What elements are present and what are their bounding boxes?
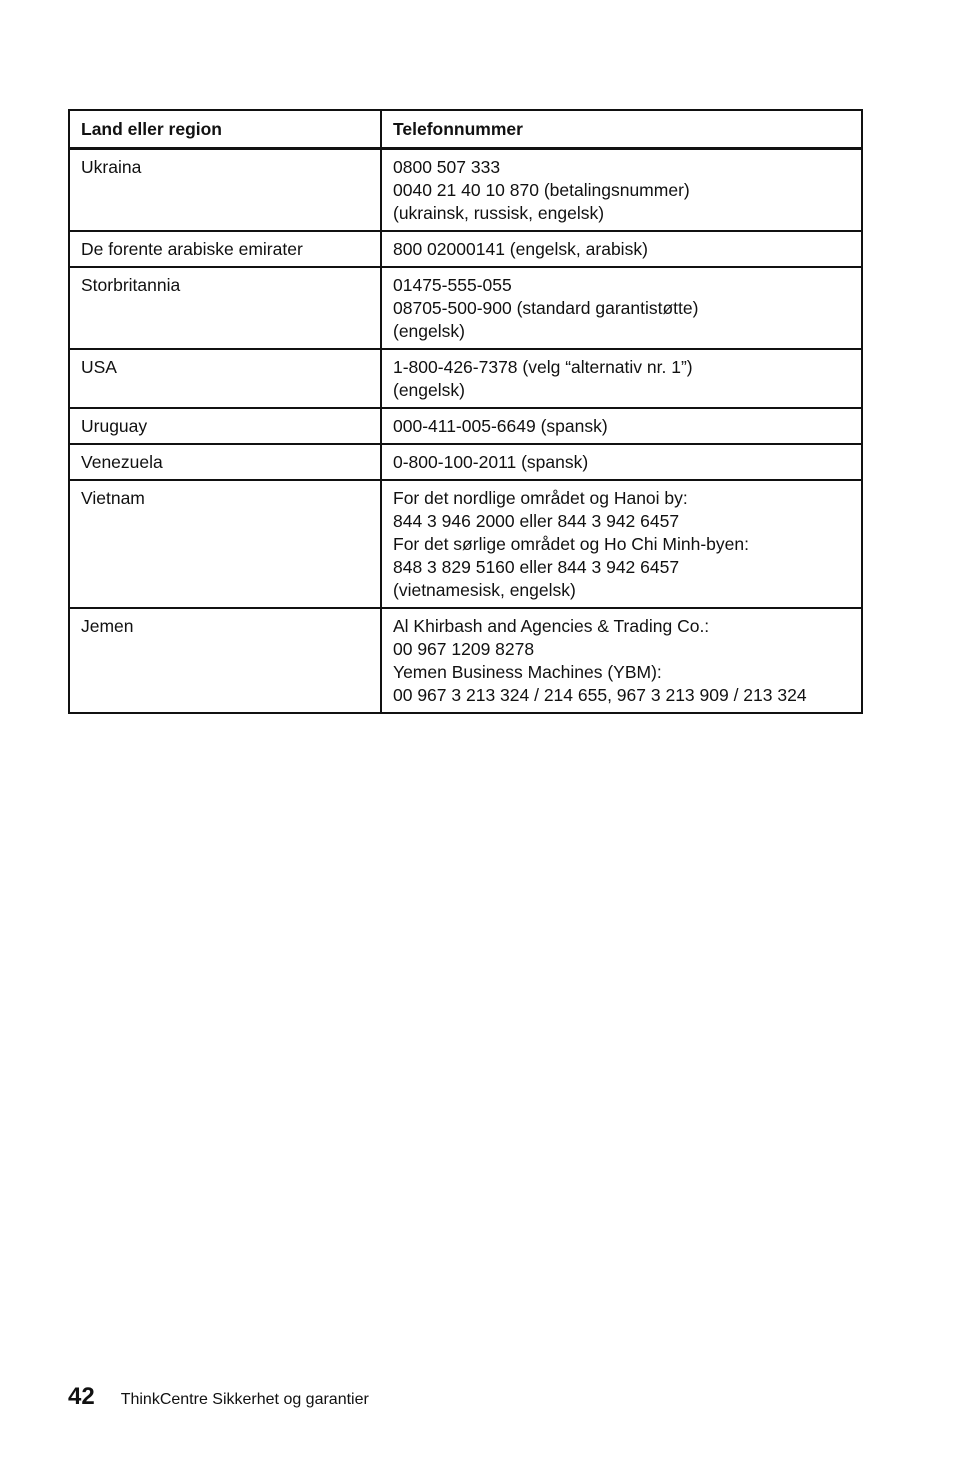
phone-line: 1-800-426-7378 (velg “alternativ nr. 1”) xyxy=(393,357,693,377)
phone-line: (ukrainsk, russisk, engelsk) xyxy=(393,203,605,223)
column-header-country: Land eller region xyxy=(69,110,381,149)
country-cell: Storbritannia xyxy=(69,267,381,349)
phone-cell xyxy=(381,231,862,267)
country-cell: Venezuela xyxy=(69,444,381,480)
phone-line: 08705-500-900 (standard garantistøtte) xyxy=(393,298,699,318)
phone-cell xyxy=(381,480,862,608)
page-number: 42 xyxy=(68,1383,95,1410)
support-phone-table xyxy=(68,109,863,714)
phone-line: (engelsk) xyxy=(393,380,465,400)
table-row xyxy=(69,480,862,608)
phone-line: For det nordlige området og Hanoi by: xyxy=(393,488,688,508)
table-row xyxy=(69,231,862,267)
phone-cell xyxy=(381,408,862,444)
phone-line: 0-800-100-2011 (spansk) xyxy=(393,452,589,472)
phone-line: (vietnamesisk, engelsk) xyxy=(393,580,576,600)
phone-line: 0040 21 40 10 870 (betalingsnummer) xyxy=(393,180,690,200)
country-cell: Ukraina xyxy=(69,149,381,232)
page-footer xyxy=(68,1383,369,1413)
country-cell: De forente arabiske emirater xyxy=(69,231,381,267)
phone-line: Al Khirbash and Agencies & Trading Co.: xyxy=(393,616,710,636)
phone-cell xyxy=(381,349,862,408)
phone-line: Yemen Business Machines (YBM): xyxy=(393,662,662,682)
country-cell: Jemen xyxy=(69,608,381,713)
phone-line: 800 02000141 (engelsk, arabisk) xyxy=(393,239,648,259)
country-cell: Uruguay xyxy=(69,408,381,444)
table-header-row xyxy=(69,110,862,149)
phone-cell xyxy=(381,267,862,349)
table-row xyxy=(69,408,862,444)
column-header-phone: Telefonnummer xyxy=(381,110,862,149)
phone-line: 844 3 946 2000 eller 844 3 942 6457 xyxy=(393,511,680,531)
country-cell: Vietnam xyxy=(69,480,381,608)
table-row xyxy=(69,608,862,713)
phone-cell xyxy=(381,608,862,713)
phone-line: 01475-555-055 xyxy=(393,275,512,295)
phone-cell xyxy=(381,444,862,480)
table-row xyxy=(69,349,862,408)
phone-line: (engelsk) xyxy=(393,321,465,341)
phone-line: 000-411-005-6649 (spansk) xyxy=(393,416,608,436)
country-cell: USA xyxy=(69,349,381,408)
table-row xyxy=(69,444,862,480)
phone-line: For det sørlige området og Ho Chi Minh-byen: xyxy=(393,534,749,554)
phone-line: 00 967 1209 8278 xyxy=(393,639,535,659)
table-row xyxy=(69,267,862,349)
phone-cell xyxy=(381,149,862,232)
document-title: ThinkCentre Sikkerhet og garantier xyxy=(120,1391,369,1408)
table-row xyxy=(69,149,862,232)
phone-line: 848 3 829 5160 eller 844 3 942 6457 xyxy=(393,557,680,577)
phone-line: 0800 507 333 xyxy=(393,157,501,177)
phone-line: 00 967 3 213 324 / 214 655, 967 3 213 909 / 213 324 xyxy=(393,685,807,705)
